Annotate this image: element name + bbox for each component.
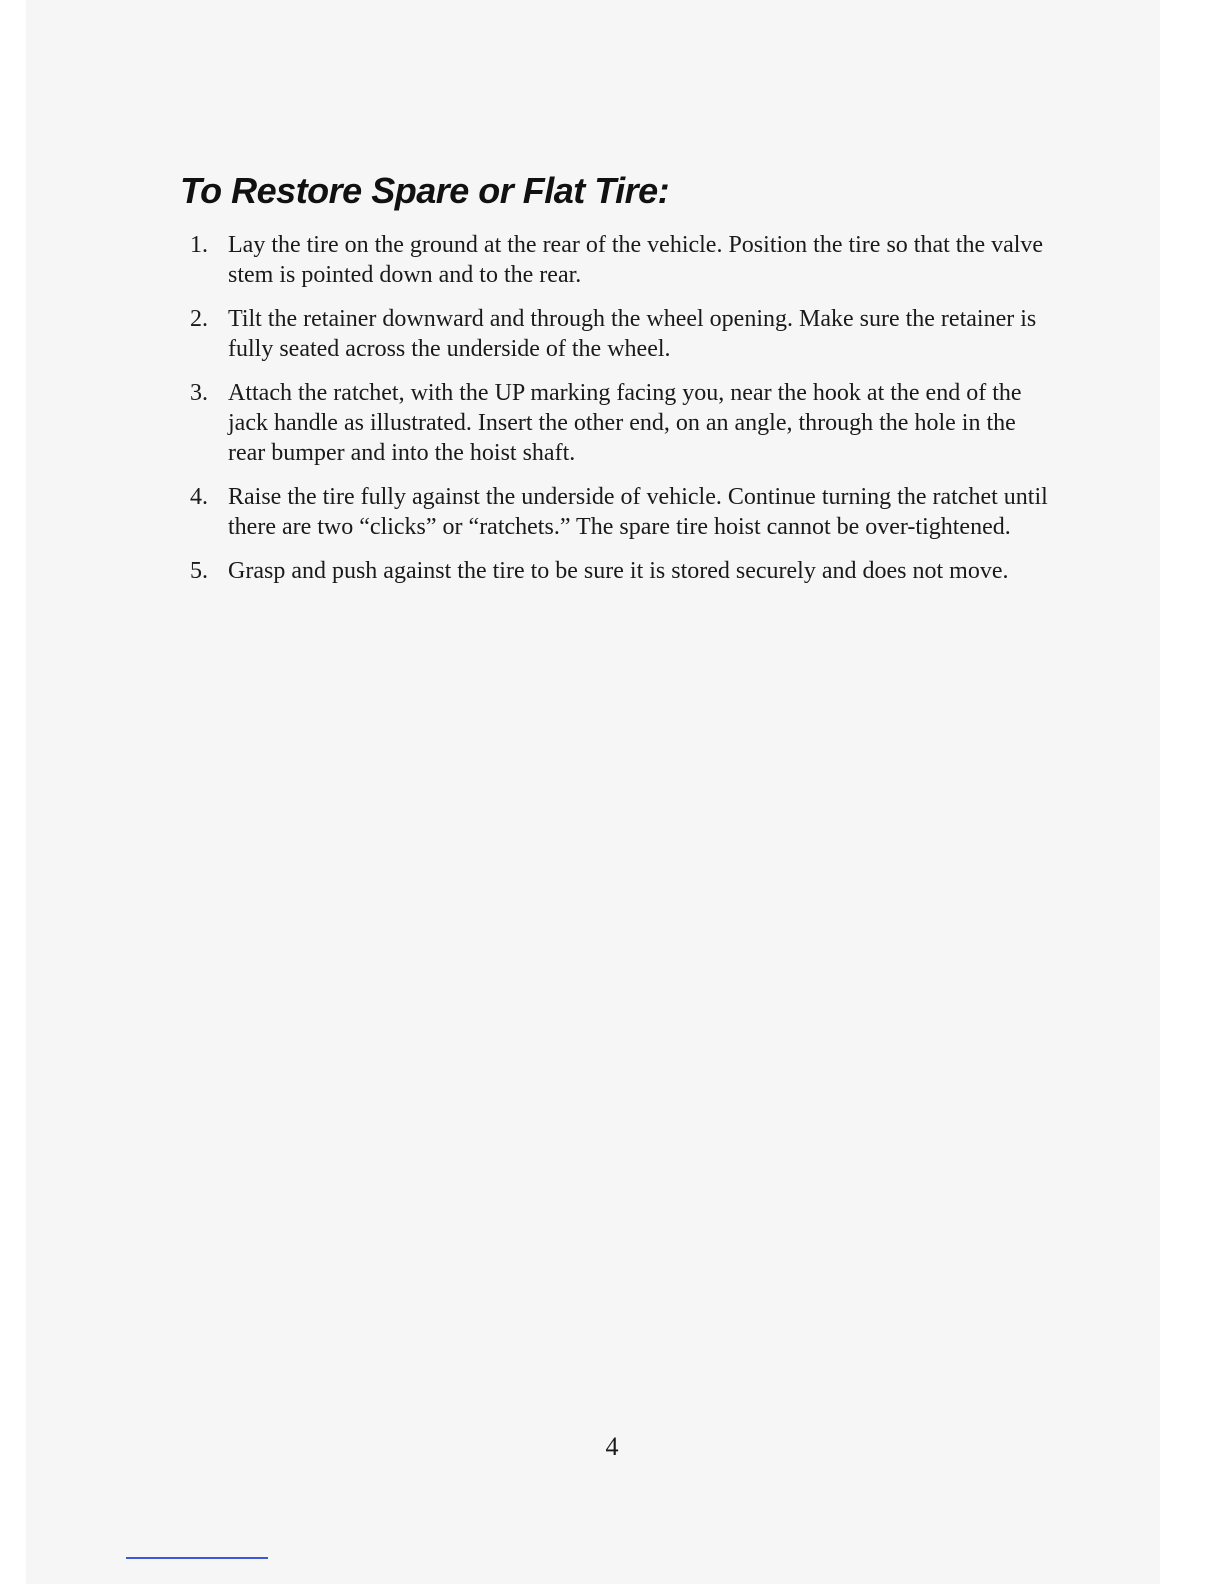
step-text: Tilt the retainer downward and through the wheel opening. Make sure the retainer is fully seated across the underside of the wheel. [228,306,1037,362]
step-number: 4. [190,484,208,510]
step-item [190,556,1050,586]
step-item [190,304,1050,364]
footer-link-rule [126,1557,268,1559]
step-number: 3. [190,380,208,406]
section-heading: To Restore Spare or Flat Tire: [180,170,670,211]
step-text: Raise the tire fully against the underside of vehicle. Continue turning the ratchet until there are two “clicks” or “ratchets.” The spare tire hoist cannot be over-tightened. [228,484,1048,540]
page-number: 4 [605,1432,619,1461]
step-number: 1. [190,232,208,258]
step-number: 5. [190,558,208,584]
step-item [190,230,1050,290]
step-text: Attach the ratchet, with the UP marking facing you, near the hook at the end of the jack handle as illustrated. Insert the other end, on an angle, through the hole in the rear bumper and into the hoist shaft. [228,380,1022,466]
step-text: Grasp and push against the tire to be sure it is stored securely and does not move. [228,558,1009,584]
step-item [190,378,1050,468]
step-text: Lay the tire on the ground at the rear of the vehicle. Position the tire so that the valve stem is pointed down and to the rear. [228,232,1044,288]
steps-list [190,230,1050,600]
step-item [190,482,1050,542]
step-number: 2. [190,306,208,332]
